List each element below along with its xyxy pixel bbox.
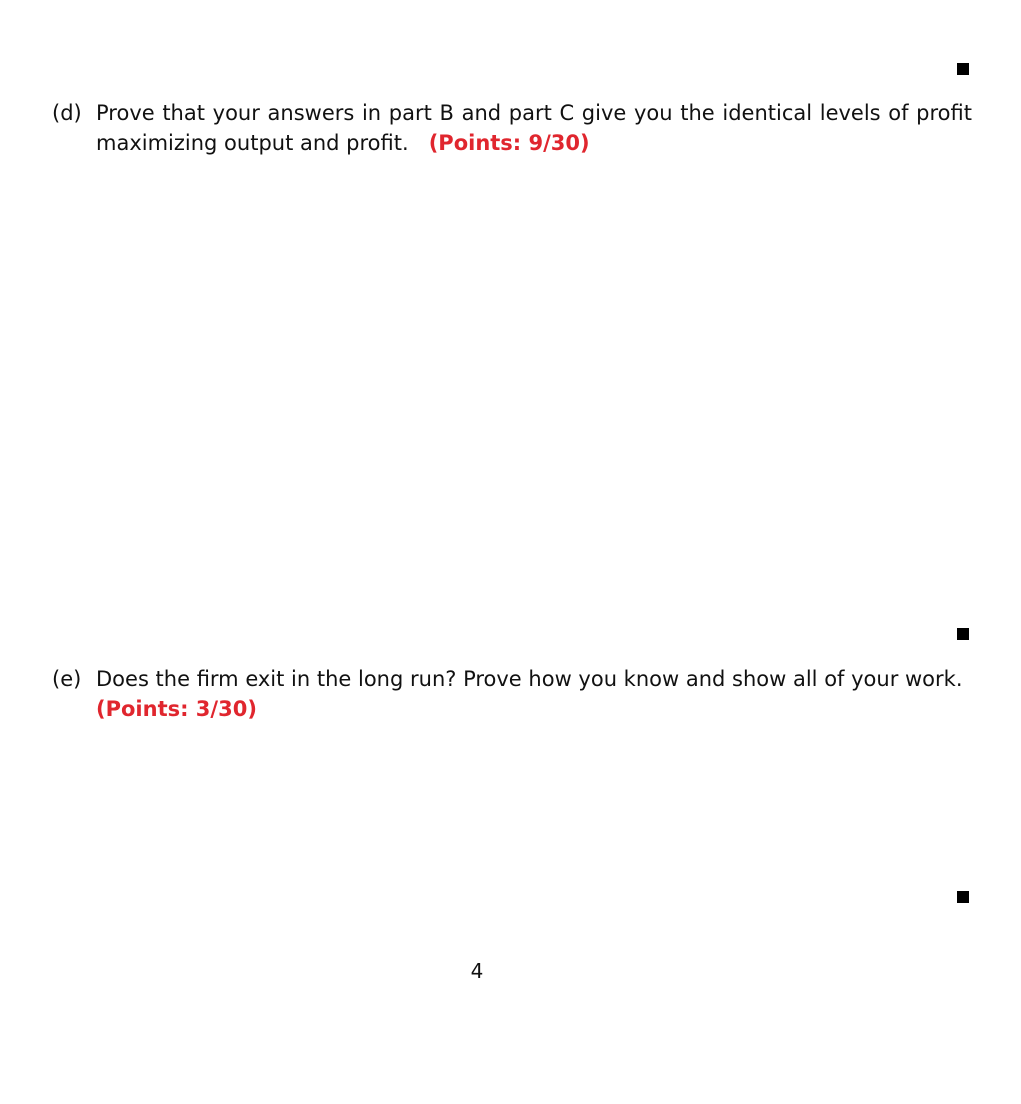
points-label: (Points: 9/30) [428,131,590,155]
qed-marker-icon [957,628,969,640]
question-label: (e) [52,667,82,691]
points-label: (Points: 3/30) [96,697,257,721]
question-text-block [96,98,972,158]
question-text: Does the firm exit in the long run? Prove how you know and show all of your work. [96,667,963,691]
question-text-block [96,664,972,724]
question-d [52,98,972,158]
qed-marker-icon [957,891,969,903]
page-number: 4 [470,959,484,983]
question-label: (d) [52,101,82,125]
question-e [52,664,972,724]
question-text: Prove that your answers in part B and part C give you the identical levels of profit maximizing output and profit. [96,101,972,155]
qed-marker-icon [957,63,969,75]
